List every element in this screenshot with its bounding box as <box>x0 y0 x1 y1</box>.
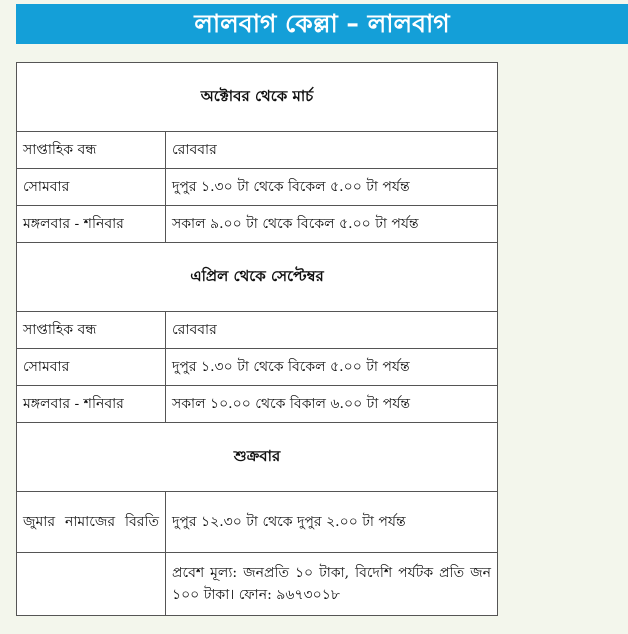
row-label: সোমবার <box>17 169 166 206</box>
table-row <box>17 132 498 169</box>
row-value: দুপুর ১২.৩০ টা থেকে দুপুর ২.০০ টা পর্যন্ত <box>166 492 498 553</box>
page-title: লালবাগ কেল্লা – লালবাগ <box>16 4 628 44</box>
row-label: মঙ্গলবার - শনিবার <box>17 386 166 423</box>
row-label: সাপ্তাহিক বন্ধ <box>17 132 166 169</box>
table-row <box>17 206 498 243</box>
entry-fee-cell <box>166 553 498 616</box>
row-label: সাপ্তাহিক বন্ধ <box>17 312 166 349</box>
row-value: রোববার <box>166 312 498 349</box>
table-row <box>17 492 498 553</box>
row-label: জুমার নামাজের বিরতি <box>17 492 166 553</box>
section-heading: অক্টোবর থেকে মার্চ <box>17 63 498 132</box>
row-value: দুপুর ১.৩০ টা থেকে বিকেল ৫.০০ টা পর্যন্ত <box>166 169 498 206</box>
row-value: সকাল ১০.০০ থেকে বিকাল ৬.০০ টা পর্যন্ত <box>166 386 498 423</box>
table-row <box>17 312 498 349</box>
section-heading: শুক্রবার <box>17 423 498 492</box>
row-label: সোমবার <box>17 349 166 386</box>
table-row <box>17 386 498 423</box>
row-value: দুপুর ১.৩০ টা থেকে বিকেল ৫.০০ টা পর্যন্ত <box>166 349 498 386</box>
table-row <box>17 553 498 616</box>
section-heading: এপ্রিল থেকে সেপ্টেম্বর <box>17 243 498 312</box>
table-row <box>17 349 498 386</box>
row-value: রোববার <box>166 132 498 169</box>
row-label <box>17 553 166 616</box>
section-header <box>17 243 498 312</box>
row-value: সকাল ৯.০০ টা থেকে বিকেল ৫.০০ টা পর্যন্ত <box>166 206 498 243</box>
section-header <box>17 423 498 492</box>
row-label: মঙ্গলবার - শনিবার <box>17 206 166 243</box>
entry-fee-text: প্রবেশ মূল্য: জনপ্রতি ১০ টাকা, বিদেশি পর্যটক প্রতি জন ১০০ টাকা। ফোন: ৯৬৭৩০১৮ <box>172 565 491 603</box>
visiting-hours-table <box>16 62 498 616</box>
table-row <box>17 169 498 206</box>
section-header <box>17 63 498 132</box>
